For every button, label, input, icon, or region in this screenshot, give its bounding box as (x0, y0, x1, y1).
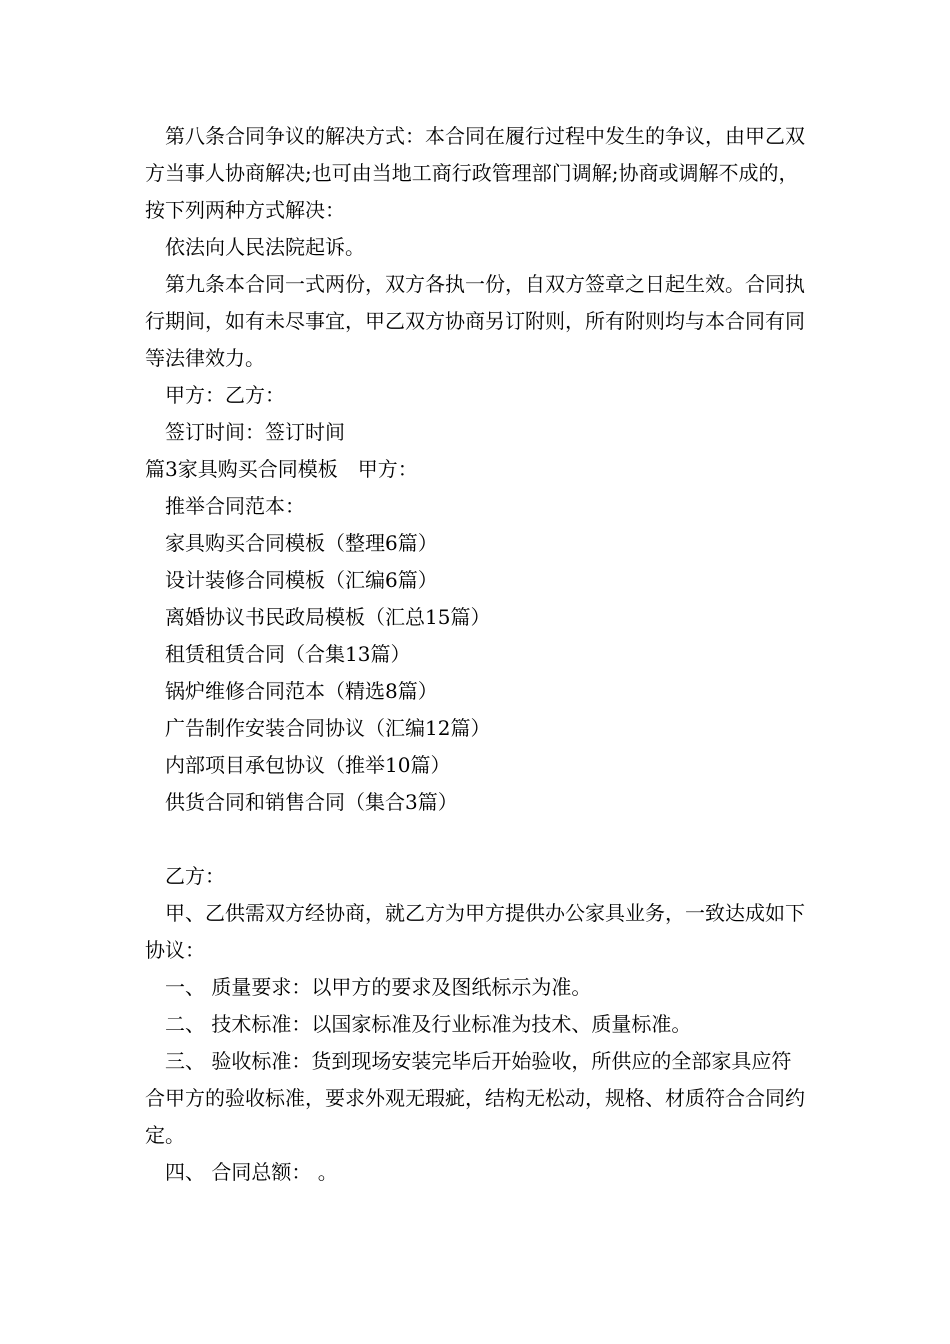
paragraph-article-8: 第八条合同争议的解决方式：本合同在履行过程中发生的争议，由甲乙双方当事人协商解决;也可由当地工商行政管理部门调解;协商或调解不成的，按下列两种方式解决： (145, 124, 805, 222)
paragraph-parties: 甲方：乙方： (165, 383, 285, 407)
template-link[interactable]: 内部项目承包协议（推举10篇） (165, 753, 451, 777)
clause-total-amount: 四、 合同总额： 。 (165, 1160, 338, 1184)
section-heading: 篇3家具购买合同模板 甲方： (145, 457, 418, 481)
paragraph-article-9: 第九条本合同一式两份，双方各执一份，自双方签章之日起生效。合同执行期间，如有未尽事宜，甲乙双方协商另订附则，所有附则均与本合同有同等法律效力。 (145, 272, 805, 370)
blank-line (145, 821, 810, 858)
paragraph-agreement-intro: 甲、乙供需双方经协商，就乙方为甲方提供办公家具业务，一致达成如下协议： (145, 901, 805, 962)
recommended-templates-label: 推举合同范本： (165, 494, 305, 518)
template-link[interactable]: 离婚协议书民政局模板（汇总15篇） (165, 605, 491, 629)
template-link[interactable]: 锅炉维修合同范本（精选8篇） (165, 679, 438, 703)
paragraph-lawsuit: 依法向人民法院起诉。 (165, 235, 365, 259)
clause-acceptance: 三、 验收标准：货到现场安装完毕后开始验收，所供应的全部家具应符合甲方的验收标准，要求外观无瑕疵，结构无松动，规格、材质符合合同约定。 (145, 1049, 805, 1147)
clause-quality: 一、 质量要求：以甲方的要求及图纸标示为准。 (165, 975, 592, 999)
template-link[interactable]: 家具购买合同模板（整理6篇） (165, 531, 438, 555)
paragraph-signing-time: 签订时间：签订时间 (165, 420, 345, 444)
template-link[interactable]: 租赁租赁合同（合集13篇） (165, 642, 411, 666)
clause-technical-standard: 二、 技术标准：以国家标准及行业标准为技术、质量标准。 (165, 1012, 692, 1036)
template-link[interactable]: 设计装修合同模板（汇编6篇） (165, 568, 438, 592)
template-link[interactable]: 供货合同和销售合同（集合3篇） (165, 790, 458, 814)
document-body (145, 118, 810, 1191)
paragraph-party-b: 乙方： (165, 864, 225, 888)
template-link[interactable]: 广告制作安装合同协议（汇编12篇） (165, 716, 491, 740)
